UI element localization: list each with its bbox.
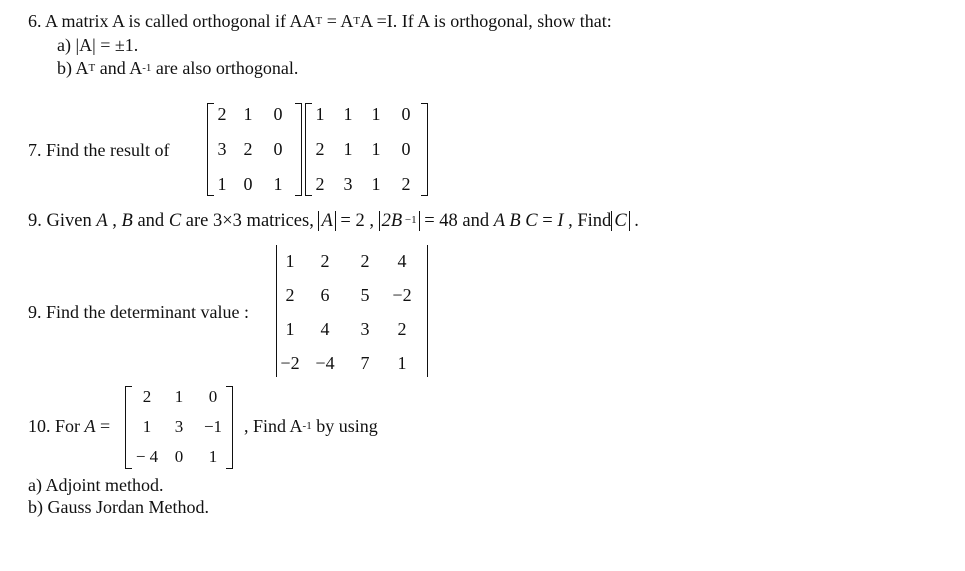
q9a-t1: 9. Given — [28, 211, 97, 231]
matrix-cell: −2 — [280, 353, 300, 373]
q6-part-b — [57, 58, 298, 79]
q7-left-bracket-close — [295, 103, 302, 196]
q10-eq: = — [95, 416, 111, 436]
q10-part-b: b) Gauss Jordan Method. — [28, 497, 209, 517]
matrix-cell: 1 — [243, 104, 253, 124]
matrix-cell: 2 — [243, 139, 253, 159]
matrix-cell: 2 — [315, 139, 325, 159]
matrix-cell: 0 — [243, 174, 253, 194]
q9a-det-2B — [379, 211, 420, 231]
matrix-cell: 1 — [315, 104, 325, 124]
q9b-matrix — [277, 251, 421, 374]
q6-part-b-1: b) A — [57, 58, 89, 78]
q9a-det-C-letter: C — [614, 211, 627, 231]
q7-right-bracket-close — [421, 103, 428, 196]
q6-text-a: A matrix A is called orthogonal if AA — [45, 11, 316, 31]
q9a-t7: = — [537, 211, 558, 231]
matrix-cell: 0 — [401, 104, 411, 124]
matrix-cell: 3 — [343, 174, 353, 194]
q6-sup1: T — [315, 15, 323, 27]
matrix-cell: 1 — [285, 251, 295, 271]
matrix-cell: −2 — [392, 285, 412, 305]
matrix-cell: 2 — [360, 251, 370, 271]
q9a-t9: . — [629, 211, 639, 231]
q10-after-2: by using — [311, 416, 378, 436]
matrix-cell: 3 — [174, 417, 184, 436]
matrix-cell: 2 — [320, 251, 330, 271]
matrix-cell: 0 — [273, 139, 283, 159]
matrix-cell: 4 — [320, 319, 330, 339]
q9b-label: 9. Find the determinant value : — [28, 302, 249, 322]
q9b-det-bar-right — [427, 245, 428, 377]
q10-after-1: , Find A — [244, 416, 303, 436]
matrix-cell: 4 — [397, 251, 407, 271]
q9a-C: C — [168, 211, 182, 231]
q10-matrix — [130, 387, 232, 467]
q6-text-c: A =I. If A is orthogonal, show that: — [360, 11, 612, 31]
matrix-cell: −4 — [315, 353, 335, 373]
q9a-sup: −1 — [402, 214, 417, 226]
q9a-t2: , — [107, 211, 122, 231]
q6-sup2: T — [353, 15, 361, 27]
q10-label — [28, 416, 110, 437]
q9a-A: A — [96, 211, 108, 231]
q6-part-a: a) |A| = ±1. — [57, 35, 139, 55]
matrix-cell: 1 — [397, 353, 407, 373]
q9a-det-C — [611, 211, 629, 231]
matrix-cell: 2 — [397, 319, 407, 339]
matrix-cell: −1 — [203, 417, 223, 436]
q9a-B: B — [121, 211, 133, 231]
q9a-t4: are 3×3 matrices, — [181, 211, 319, 231]
matrix-cell: 2 — [285, 285, 295, 305]
matrix-cell: 1 — [343, 139, 353, 159]
matrix-cell: 1 — [217, 174, 227, 194]
q6-text-b: = A — [322, 11, 354, 31]
q10-after-sup: -1 — [302, 420, 312, 432]
matrix-cell: − 4 — [135, 447, 159, 466]
matrix-cell: 1 — [174, 387, 184, 406]
matrix-cell: 2 — [142, 387, 152, 406]
q9a-t8: , Find — [563, 211, 612, 231]
q6-part-b-2: and A — [95, 58, 143, 78]
q9a-det-2B-text: 2B — [381, 211, 403, 231]
q9a-ABC: A B C — [493, 211, 538, 231]
matrix-cell: 1 — [343, 104, 353, 124]
q10-A: A — [84, 416, 96, 436]
q6-part-b-3: are also orthogonal. — [151, 58, 299, 78]
q6-number: 6. — [28, 11, 42, 31]
matrix-cell: 7 — [360, 353, 370, 373]
matrix-cell: 2 — [401, 174, 411, 194]
matrix-cell: 0 — [273, 104, 283, 124]
q9a-I: I — [557, 211, 564, 231]
matrix-cell: 1 — [371, 104, 381, 124]
q9a-line — [28, 211, 639, 232]
q7-matrix-left — [212, 104, 292, 195]
q10-after — [244, 416, 378, 437]
q9a-det-A-letter: A — [321, 211, 333, 231]
matrix-cell: 2 — [315, 174, 325, 194]
q9a-t5: = 2 , — [335, 211, 379, 231]
matrix-cell: 6 — [320, 285, 330, 305]
matrix-cell: 1 — [285, 319, 295, 339]
q7-matrix-right — [306, 104, 422, 195]
q6-part-b-sup1: T — [88, 62, 96, 74]
matrix-cell: 3 — [217, 139, 227, 159]
q7-label: 7. Find the result of — [28, 140, 170, 160]
matrix-cell: 3 — [360, 319, 370, 339]
q9a-det-A — [318, 211, 335, 231]
q10-label-pre: 10. For — [28, 416, 85, 436]
q10-bracket-close — [226, 386, 233, 469]
matrix-cell: 1 — [371, 174, 381, 194]
q9a-t3: and — [132, 211, 169, 231]
matrix-cell: 2 — [217, 104, 227, 124]
matrix-cell: 0 — [208, 387, 218, 406]
matrix-cell: 0 — [174, 447, 184, 466]
q6-line — [28, 11, 612, 32]
matrix-cell: 1 — [273, 174, 283, 194]
matrix-cell: 1 — [142, 417, 152, 436]
q10-part-a: a) Adjoint method. — [28, 475, 164, 495]
matrix-cell: 5 — [360, 285, 370, 305]
q9a-t6: = 48 and — [419, 211, 494, 231]
q6-part-b-sup2: -1 — [142, 62, 152, 74]
matrix-cell: 1 — [371, 139, 381, 159]
matrix-cell: 1 — [208, 447, 218, 466]
matrix-cell: 0 — [401, 139, 411, 159]
